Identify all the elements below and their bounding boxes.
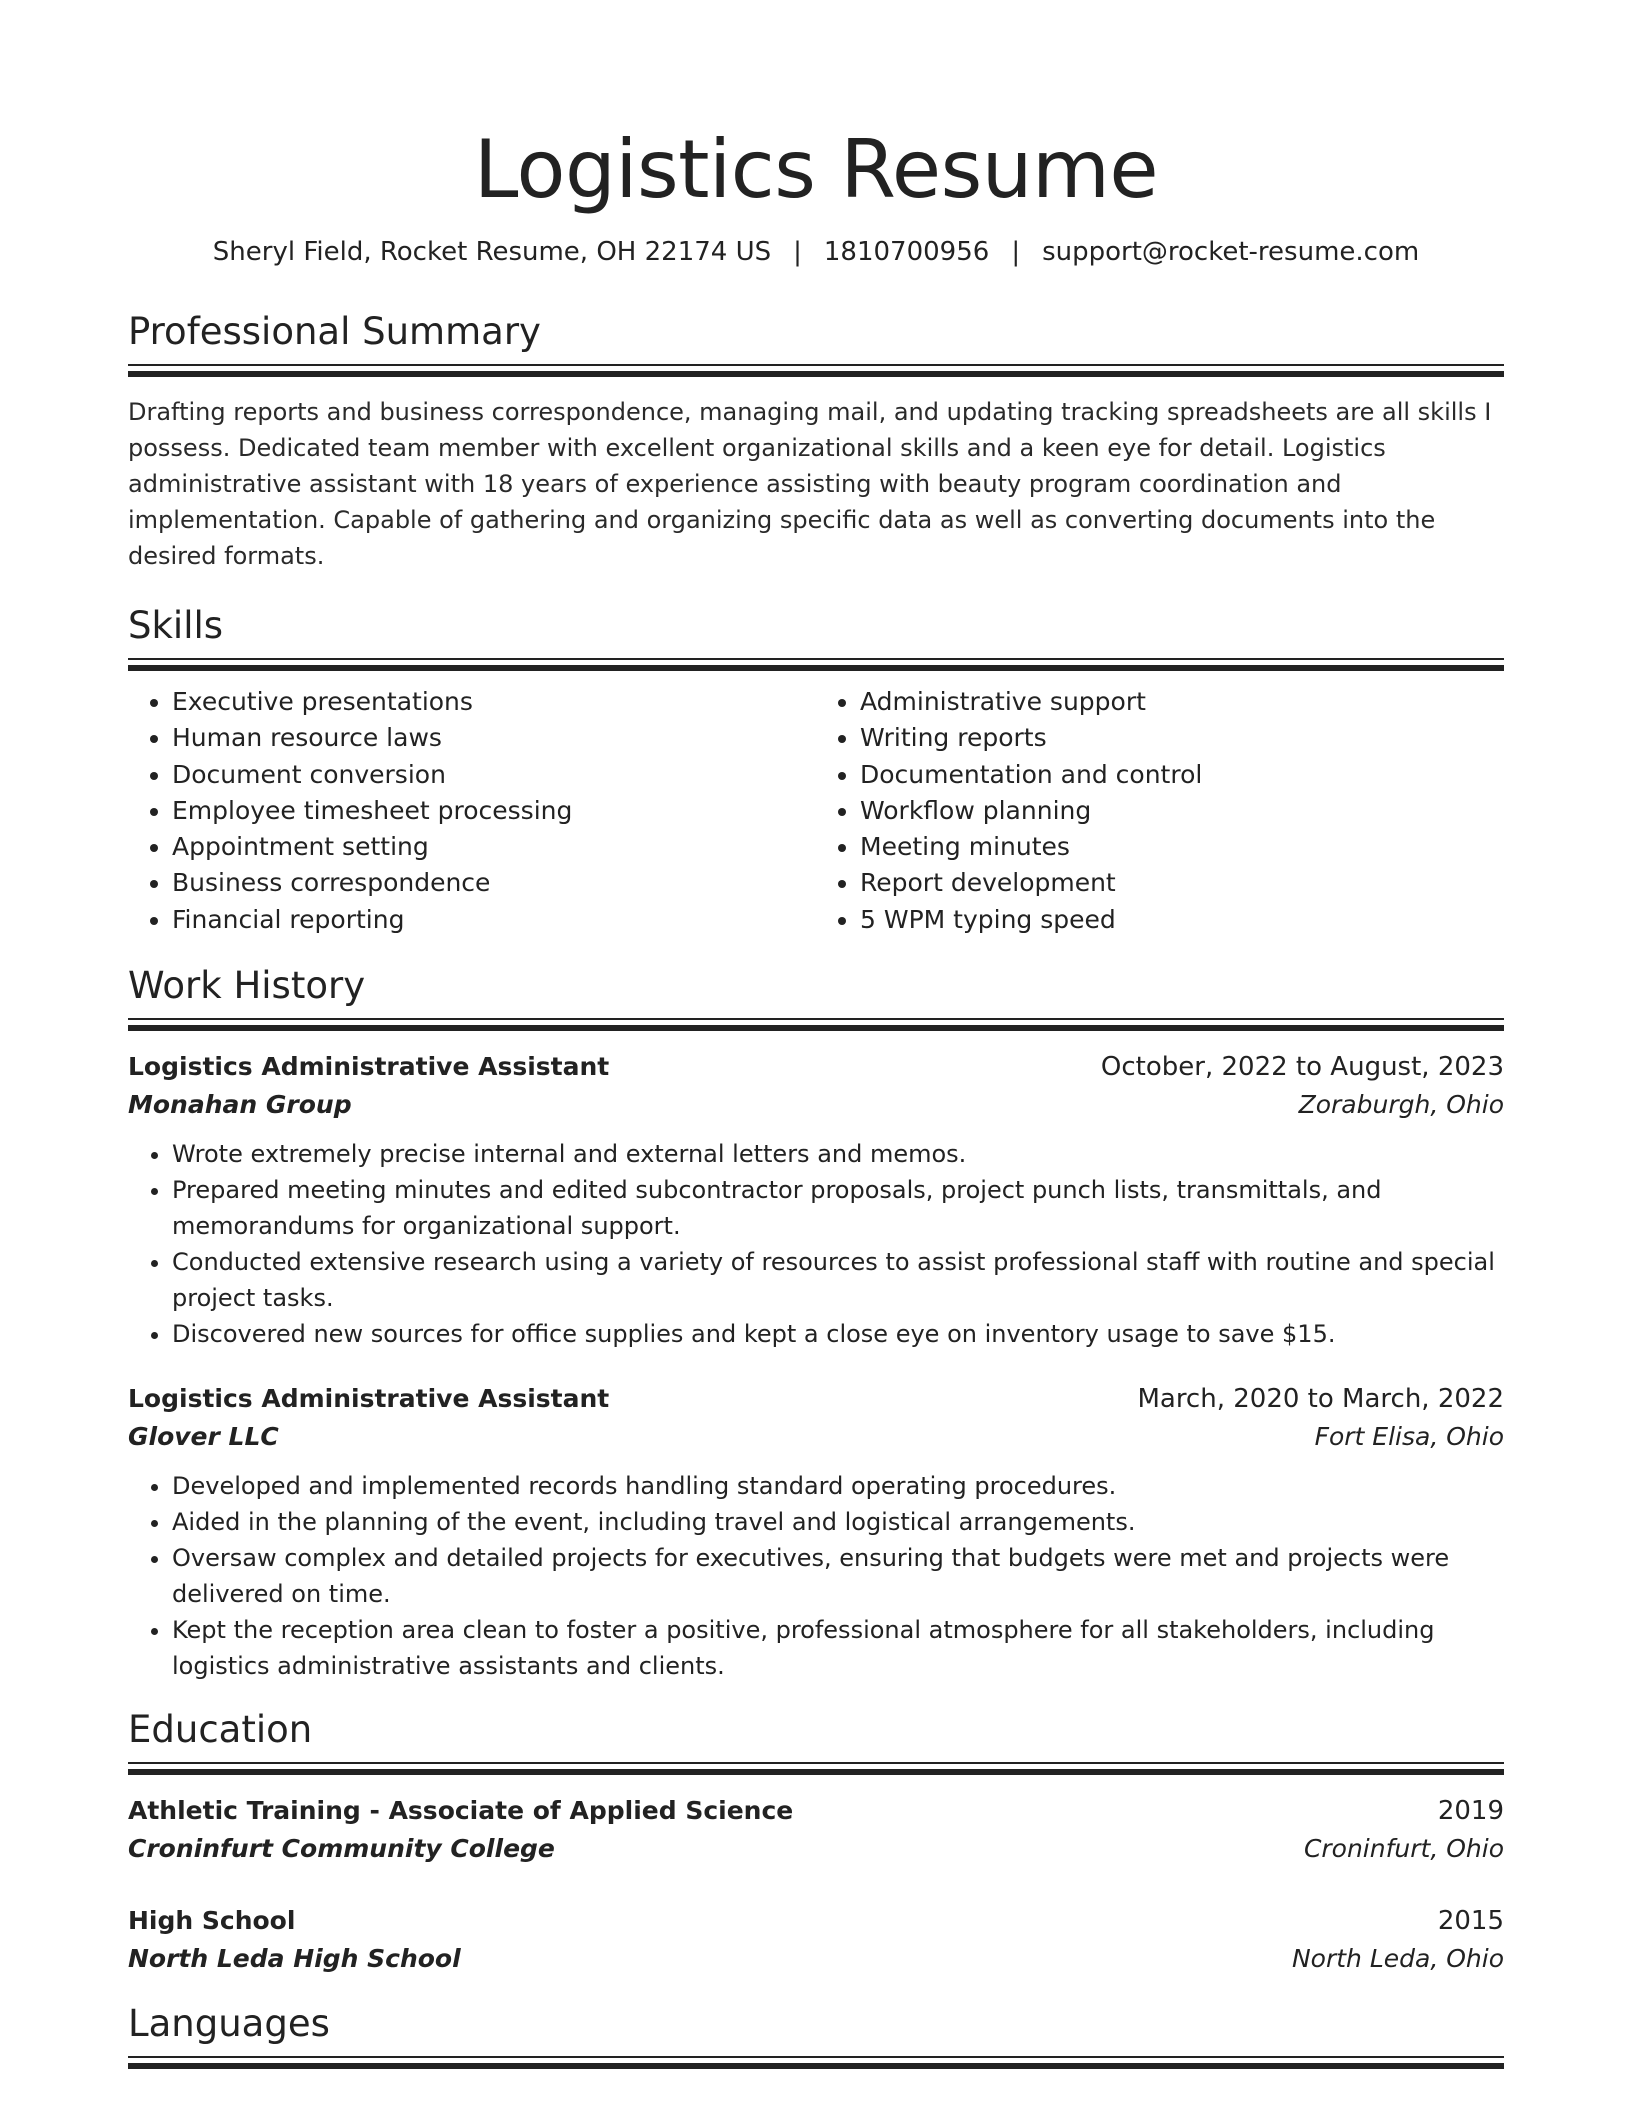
section-divider: [128, 1018, 1504, 1032]
languages-section: [128, 2000, 1504, 2070]
resume-page: [128, 0, 1504, 2070]
education-degree: High School: [128, 1906, 296, 1936]
contact-address: Sheryl Field, Rocket Resume, OH 22174 US: [212, 237, 772, 267]
job-entry: [128, 1380, 1504, 1684]
contact-separator: |: [793, 237, 802, 267]
job-dates: March, 2020 to March, 2022: [1137, 1384, 1504, 1415]
skill-item: • Workflow planning: [860, 793, 1504, 829]
section-heading-work: Work History: [128, 964, 366, 1008]
job-bullet: • Oversaw complex and detailed projects for executives, ensuring that budgets were met and projects were delivered on time.: [172, 1540, 1504, 1612]
education-school: North Leda High School: [128, 1944, 461, 1974]
skills-list-left: [128, 684, 816, 938]
section-heading-education: Education: [128, 1708, 313, 1752]
job-bullets: [128, 1136, 1504, 1352]
skills-columns: [128, 684, 1504, 938]
skill-item: • Report development: [860, 865, 1504, 901]
skill-item: • Appointment setting: [172, 829, 816, 865]
contact-line: [128, 234, 1504, 270]
job-bullet: • Prepared meeting minutes and edited subcontractor proposals, project punch lists, transmittals, and memorandums for organizational support.: [172, 1172, 1504, 1244]
skill-item: • Executive presentations: [172, 684, 816, 720]
education-location: North Leda, Ohio: [1291, 1944, 1504, 1974]
section-divider: [128, 1762, 1504, 1776]
education-entry: [128, 1902, 1504, 1978]
job-bullet: • Developed and implemented records handling standard operating procedures.: [172, 1468, 1504, 1504]
skill-item: • Business correspondence: [172, 865, 816, 901]
job-bullet: • Conducted extensive research using a variety of resources to assist professional staff with routine and special project tasks.: [172, 1244, 1504, 1316]
job-location: Fort Elisa, Ohio: [1314, 1422, 1504, 1452]
education-year: 2019: [1437, 1796, 1504, 1827]
skill-item: • Document conversion: [172, 757, 816, 793]
job-bullet: • Discovered new sources for office supplies and kept a close eye on inventory usage to save $15.: [172, 1316, 1504, 1352]
job-entry: [128, 1048, 1504, 1352]
section-heading-summary: Professional Summary: [128, 310, 541, 353]
section-divider: [128, 658, 1504, 672]
contact-phone: 1810700956: [823, 237, 990, 267]
skills-section: [128, 602, 1504, 938]
summary-section: [128, 308, 1504, 574]
education-year: 2015: [1437, 1906, 1504, 1937]
skill-item: • Financial reporting: [172, 902, 816, 938]
summary-text: Drafting reports and business correspondence, managing mail, and updating tracking spreadsheets are all skills I possess. Dedicated team member with excellent organizational skills and a keen eye for detail. Logistics administrative assistant with 18 years of experience assisting with beauty program coordination and implementation. Capable of gathering and organizing specific data as well as converting documents into the desired formats.: [128, 398, 1492, 570]
job-title: Logistics Administrative Assistant: [128, 1052, 610, 1082]
job-company: Monahan Group: [128, 1090, 352, 1120]
skill-item: • Administrative support: [860, 684, 1504, 720]
job-bullet: • Wrote extremely precise internal and external letters and memos.: [172, 1136, 1504, 1172]
skill-item: • Writing reports: [860, 720, 1504, 756]
section-heading-languages: Languages: [128, 2002, 330, 2046]
education-school-row: [128, 1830, 1504, 1868]
section-heading-skills: Skills: [128, 604, 224, 647]
skill-item: • Documentation and control: [860, 757, 1504, 793]
job-header-row: [128, 1048, 1504, 1086]
section-divider: [128, 2056, 1504, 2070]
skill-item: • 5 WPM typing speed: [860, 902, 1504, 938]
education-location: Croninfurt, Ohio: [1303, 1834, 1504, 1864]
education-school: Croninfurt Community College: [128, 1834, 555, 1864]
job-location: Zoraburgh, Ohio: [1298, 1090, 1504, 1120]
work-history-section: [128, 962, 1504, 1684]
skill-item: • Human resource laws: [172, 720, 816, 756]
job-dates: October, 2022 to August, 2023: [1100, 1052, 1504, 1083]
job-company: Glover LLC: [128, 1422, 279, 1452]
job-title: Logistics Administrative Assistant: [128, 1384, 610, 1414]
contact-separator: |: [1011, 237, 1021, 267]
job-bullet: • Kept the reception area clean to foster a positive, professional atmosphere for all stakeholders, including logistics administrative assistants and clients.: [172, 1612, 1504, 1684]
skill-item: • Employee timesheet processing: [172, 793, 816, 829]
skill-item: • Meeting minutes: [860, 829, 1504, 865]
skills-list-right: [816, 684, 1504, 938]
job-bullets: [128, 1468, 1504, 1684]
resume-title: Logistics Resume: [473, 123, 1159, 216]
job-bullet: • Aided in the planning of the event, including travel and logistical arrangements.: [172, 1504, 1504, 1540]
education-school-row: [128, 1940, 1504, 1978]
education-header-row: [128, 1792, 1504, 1830]
job-company-row: [128, 1418, 1504, 1456]
section-divider: [128, 364, 1504, 378]
education-header-row: [128, 1902, 1504, 1940]
contact-email[interactable]: support@rocket-resume.com: [1042, 237, 1420, 267]
education-section: [128, 1706, 1504, 1978]
job-header-row: [128, 1380, 1504, 1418]
education-degree: Athletic Training - Associate of Applied Science: [128, 1796, 794, 1826]
education-entry: [128, 1792, 1504, 1868]
job-company-row: [128, 1086, 1504, 1124]
